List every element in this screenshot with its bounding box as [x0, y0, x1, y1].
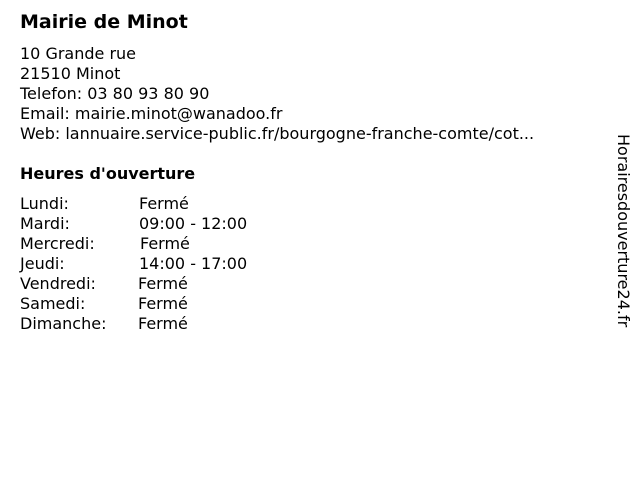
website-link[interactable]: Web: lannuaire.service-public.fr/bourgogne-franche-comte/cot... [20, 124, 535, 143]
hours-value: Fermé [138, 294, 188, 313]
hours-value: 09:00 - 12:00 [139, 214, 248, 233]
day-label: Jeudi: [20, 254, 65, 273]
page-title: Mairie de Minot [20, 11, 188, 33]
email-address: Email: mairie.minot@wanadoo.fr [20, 104, 283, 123]
day-label: Samedi: [20, 294, 86, 313]
hours-value: Fermé [138, 314, 188, 333]
hours-value: Fermé [140, 234, 190, 253]
day-label: Lundi: [20, 194, 69, 213]
phone-number: Telefon: 03 80 93 80 90 [20, 84, 210, 103]
day-label: Dimanche: [20, 314, 107, 333]
hours-value: 14:00 - 17:00 [139, 254, 248, 273]
day-label: Vendredi: [20, 274, 96, 293]
city-postal-code: 21510 Minot [20, 64, 121, 83]
day-label: Mardi: [20, 214, 70, 233]
hours-value: Fermé [139, 194, 189, 213]
hours-value: Fermé [138, 274, 188, 293]
opening-hours-heading: Heures d'ouverture [20, 164, 196, 183]
address-block [20, 44, 534, 144]
street-address: 10 Grande rue [20, 44, 137, 63]
site-watermark: Horairesdouverture24.fr [614, 134, 633, 328]
day-label: Mercredi: [20, 234, 95, 253]
